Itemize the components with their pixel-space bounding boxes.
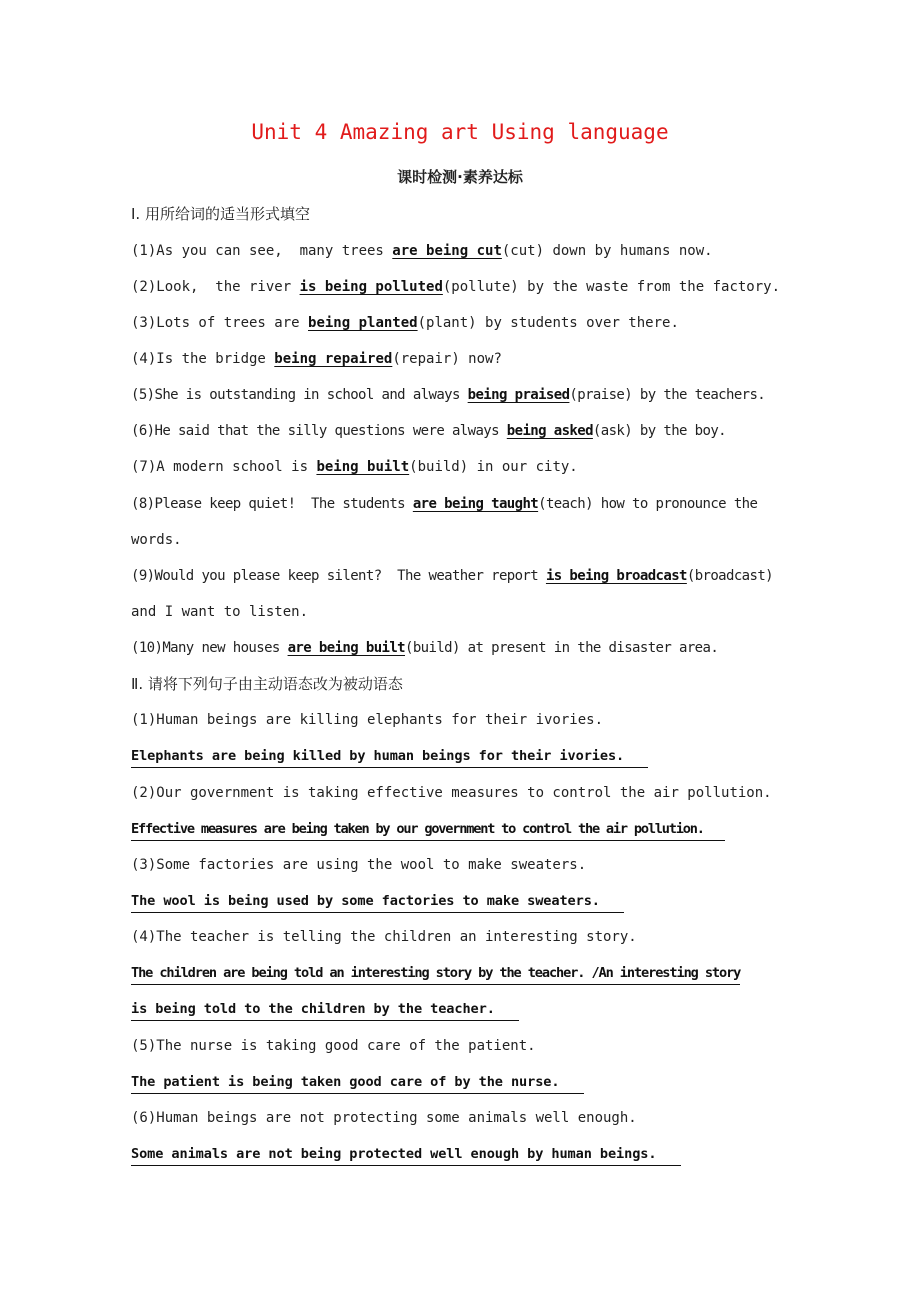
- exercise-2-5-question: (5)The nurse is taking good care of the patient.: [131, 1038, 536, 1054]
- exercise-2-4-answer-cont: is being told to the children by the teacher.: [131, 999, 519, 1021]
- answer: are being cut: [392, 243, 502, 259]
- answer: being praised: [467, 387, 570, 403]
- exercise-1-9-cont: and I want to listen.: [131, 604, 309, 620]
- exercise-1-5: (5)She is outstanding in school and always being praised(praise) by the teachers.: [131, 387, 766, 403]
- exercise-1-1: (1)As you can see, many trees are being cut(cut) down by humans now.: [131, 243, 713, 259]
- answer: is being broadcast: [545, 568, 687, 584]
- exercise-1-8-cont: words.: [131, 532, 182, 548]
- exercise-1-9: (9)Would you please keep silent? The weather report is being broadcast(broadcast): [131, 568, 773, 584]
- exercise-2-6-answer: Some animals are not being protected well enough by human beings.: [131, 1144, 681, 1166]
- answer: are being taught: [412, 496, 539, 512]
- exercise-2-5-answer: The patient is being taken good care of by the nurse.: [131, 1072, 584, 1094]
- exercise-2-4-question: (4)The teacher is telling the children an interesting story.: [131, 929, 637, 945]
- exercise-2-1-question: (1)Human beings are killing elephants for their ivories.: [131, 712, 604, 728]
- exercise-2-6-question: (6)Human beings are not protecting some animals well enough.: [131, 1110, 637, 1126]
- answer: being repaired: [274, 351, 393, 367]
- exercise-2-3-question: (3)Some factories are using the wool to make sweaters.: [131, 857, 587, 873]
- exercise-2-3-answer: The wool is being used by some factories to make sweaters.: [131, 891, 624, 913]
- exercise-1-4: (4)Is the bridge being repaired(repair) now?: [131, 351, 502, 367]
- page-title: Unit 4 Amazing art Using language: [251, 120, 669, 144]
- answer: is being polluted: [299, 279, 443, 295]
- answer: being built: [316, 459, 410, 475]
- exercise-2-2-answer: Effective measures are being taken by our government to control the air pollution.: [131, 819, 725, 841]
- exercise-1-2: (2)Look, the river is being polluted(pollute) by the waste from the factory.: [131, 279, 781, 295]
- answer: are being built: [287, 640, 406, 656]
- section-1-heading: Ⅰ. 用所给词的适当形式填空: [131, 205, 310, 223]
- answer: being planted: [308, 315, 418, 331]
- exercise-1-3: (3)Lots of trees are being planted(plant) by students over there.: [131, 315, 679, 331]
- exercise-2-2-question: (2)Our government is taking effective measures to control the air pollution.: [131, 785, 772, 801]
- exercise-1-6: (6)He said that the silly questions were always being asked(ask) by the boy.: [131, 423, 726, 439]
- exercise-2-4-answer: The children are being told an interesting story by the teacher. /An interesting story: [131, 963, 740, 985]
- exercise-1-8: (8)Please keep quiet! The students are being taught(teach) how to pronounce the: [131, 496, 758, 512]
- exercise-1-10: (10)Many new houses are being built(build) at present in the disaster area.: [131, 640, 719, 656]
- section-2-heading: Ⅱ. 请将下列句子由主动语态改为被动语态: [131, 675, 403, 693]
- exercise-1-7: (7)A modern school is being built(build) in our city.: [131, 459, 578, 475]
- page-subtitle: 课时检测·素养达标: [397, 168, 523, 186]
- answer: being asked: [506, 423, 593, 439]
- exercise-2-1-answer: Elephants are being killed by human beings for their ivories.: [131, 746, 648, 768]
